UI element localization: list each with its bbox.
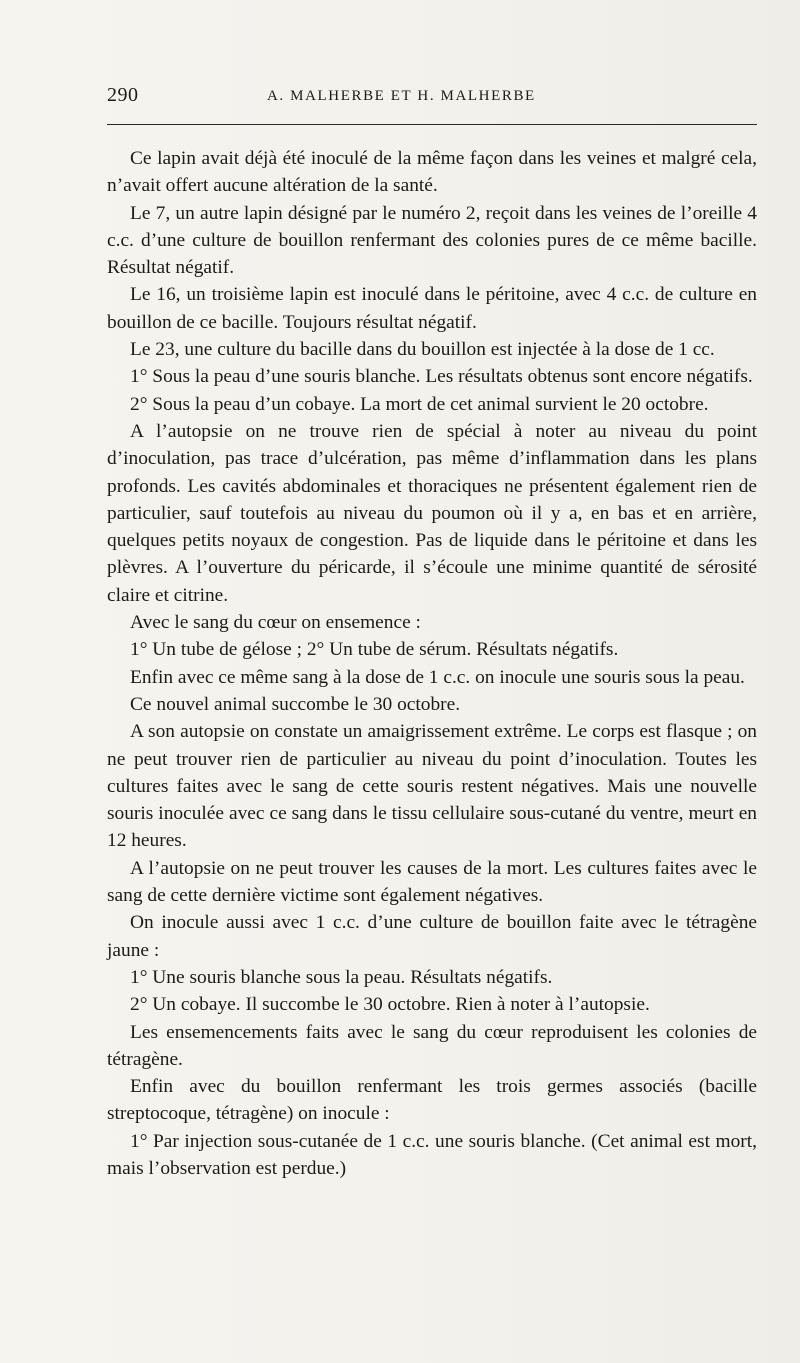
header-rule: [107, 124, 757, 125]
paragraph: Ce lapin avait déjà été inoculé de la même façon dans les veines et malgré cela, n’avait offert aucune altération de la santé.: [107, 148, 757, 197]
paragraph: Enfin avec du bouillon renfermant les trois germes associés (bacille streptocoque, tétragène) on inocule :: [107, 1076, 757, 1125]
paragraph: Le 23, une culture du bacille dans du bouillon est injectée à la dose de 1 cc.: [130, 339, 715, 361]
paragraph: On inocule aussi avec 1 c.c. d’une culture de bouillon faite avec le tétragène jaune :: [107, 912, 757, 961]
paragraph: A son autopsie on constate un amaigrissement extrême. Le corps est flasque ; on ne peut trouver rien de particulier au niveau du point d’inoculation. Toutes les cultures faites avec le sang de cette souris restent négatives. Mais une nouvelle souris inoculée avec ce sang dans le tissu cellulaire sous-cutané du ventre, meurt en 12 heures.: [107, 721, 757, 852]
paragraph: Ce nouvel animal succombe le 30 octobre.: [130, 693, 461, 715]
paragraph: A l’autopsie on ne peut trouver les causes de la mort. Les cultures faites avec le sang de cette dernière victime sont également négatives.: [107, 857, 757, 907]
paragraph: A l’autopsie on ne trouve rien de spécial à noter au niveau du point d’inoculation, pas trace d’ulcération, pas même d’inflammation dans les plans profonds. Les cavités abdominales et thoraciques ne présentent également rien de particulier, sauf toutefois au niveau du poumon où il y a, en bas et en arrière, quelques petits noyaux de congestion. Pas de liquide dans le péritoine et dans les plèvres. A l’ouverture du péricarde, il s’écoule une minime quantité de sérosité claire et citrine.: [107, 420, 757, 606]
paragraph: Le 16, un troisième lapin est inoculé dans le péritoine, avec 4 c.c. de culture en bouillon de ce bacille. Toujours résultat négatif.: [107, 284, 757, 333]
paragraph: Enfin avec ce même sang à la dose de 1 c.c. on inocule une souris sous la peau.: [130, 666, 745, 688]
paragraph: 1° Un tube de gélose ; 2° Un tube de sérum. Résultats négatifs.: [130, 639, 619, 661]
running-head: A. MALHERBE ET H. MALHERBE: [267, 88, 536, 104]
page-number: 290: [107, 84, 139, 106]
paragraph: Les ensemencements faits avec le sang du cœur reproduisent les colonies de tétragène.: [107, 1021, 757, 1070]
paragraph: 1° Par injection sous-cutanée de 1 c.c. une souris blanche. (Cet animal est mort, mais l’observation est perdue.): [107, 1130, 757, 1179]
paragraph: 2° Sous la peau d’un cobaye. La mort de cet animal survient le 20 octobre.: [130, 393, 709, 415]
page-header: [107, 84, 757, 114]
body-text: [107, 145, 757, 1182]
paragraph: Avec le sang du cœur on ensemence :: [130, 612, 421, 634]
paragraph: 1° Sous la peau d’une souris blanche. Les résultats obtenus sont encore négatifs.: [130, 366, 753, 388]
paragraph: 2° Un cobaye. Il succombe le 30 octobre. Rien à noter à l’autopsie.: [130, 994, 650, 1016]
paragraph: 1° Une souris blanche sous la peau. Résultats négatifs.: [130, 966, 553, 988]
paragraph: Le 7, un autre lapin désigné par le numéro 2, reçoit dans les veines de l’oreille 4 c.c. d’une culture de bouillon renfermant des colonies pures de ce même bacille. Résultat négatif.: [107, 202, 757, 279]
